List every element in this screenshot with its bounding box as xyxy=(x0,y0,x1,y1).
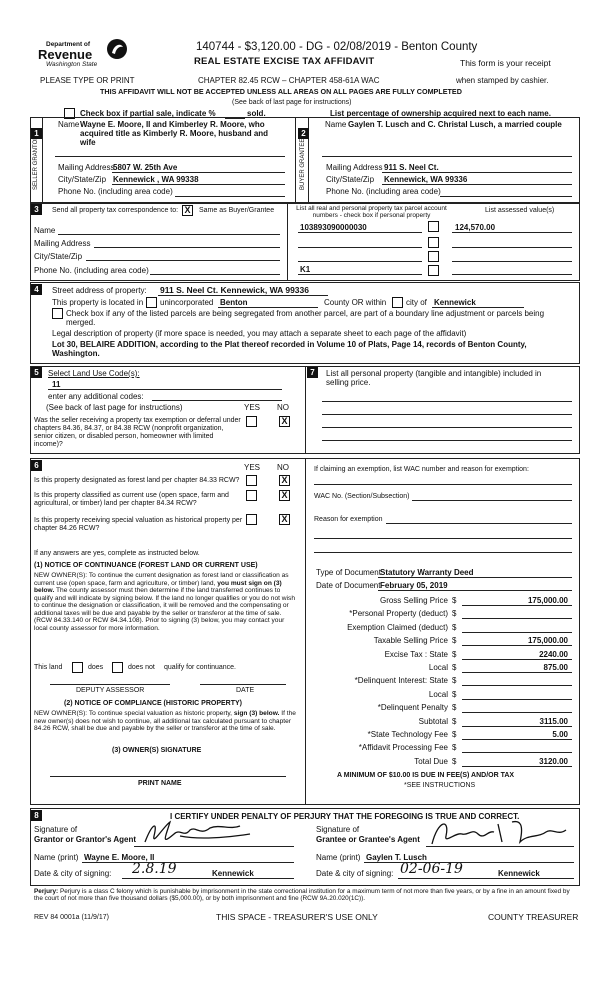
city-of-label: city of xyxy=(406,298,427,307)
grantee-signature[interactable] xyxy=(428,814,578,850)
parcel-number[interactable]: 103893090000030 xyxy=(300,223,367,232)
treasurer-space-label: THIS SPACE - TREASURER'S USE ONLY xyxy=(216,912,378,922)
tax-row-label: *State Technology Fee xyxy=(367,730,448,739)
land-use-label: Select Land Use Code(s): xyxy=(48,369,140,378)
tax-row-value[interactable]: 3115.00 xyxy=(539,716,568,726)
tax-row-label: Subtotal xyxy=(418,716,448,726)
grantor-sig-label2: Grantor or Grantor's Agent xyxy=(34,835,137,844)
section-5-number: 5 xyxy=(31,367,42,378)
perjury-text: Perjury is a class C felony which is punishable by imprisonment in the state correctional institution for a maximum term of not more than five years, or by a fine in an amount fixed by the court of not more than five thousand dollars ($5,000.00), or by both imprisonment and fine (RCW 9A.20.020(1C)). xyxy=(34,888,570,903)
compliance-text xyxy=(34,710,296,733)
tax-row-line xyxy=(462,685,572,686)
doc-type-label: Type of Document xyxy=(316,568,381,577)
historic-yes-checkbox[interactable] xyxy=(246,514,257,525)
seller-phone-label: Phone No. (including area code) xyxy=(58,187,173,196)
tax-row-dollar: $ xyxy=(452,756,457,766)
within-city-checkbox[interactable] xyxy=(392,297,403,308)
street-label: Street address of property: xyxy=(52,286,147,295)
same-as-buyer-checkbox[interactable]: X xyxy=(182,205,193,216)
grantor-name-label: Name (print) xyxy=(34,853,79,862)
grantee-sign-date[interactable]: 02-06-19 xyxy=(400,861,463,877)
does-label: does xyxy=(88,664,104,671)
tax-row-line xyxy=(462,659,572,660)
form-title: REAL ESTATE EXCISE TAX AFFIDAVIT xyxy=(194,56,375,67)
tax-row-dollar: $ xyxy=(452,703,457,713)
tax-row-label: *Affidavit Processing Fee xyxy=(358,743,448,753)
tax-row-dollar: $ xyxy=(452,689,457,699)
doc-date[interactable]: February 05, 2019 xyxy=(380,581,448,590)
tax-row-dollar: $ xyxy=(452,596,457,605)
perjury-notice xyxy=(34,888,578,903)
does-not-label: does not xyxy=(128,664,155,671)
legal-description[interactable]: Lot 30, BELAIRE ADDITION, according to the Plat thereof recorded in Volume 10 of Plats, Page 14, records of Benton County, Washington. xyxy=(52,340,527,359)
grantor-sign-city[interactable]: Kennewick xyxy=(212,869,254,878)
send-correspondence-label: Send all property tax correspondence to: xyxy=(52,207,179,214)
same-as-buyer-label: Same as Buyer/Grantee xyxy=(199,207,275,214)
tax-row-value[interactable]: 175,000.00 xyxy=(527,596,568,605)
tax-row-line xyxy=(462,712,572,713)
property-street[interactable]: 911 S. Neel Ct. Kennewick, WA 99336 xyxy=(160,285,309,295)
tax-row-label: Exemption Claimed (deduct) xyxy=(347,622,448,632)
seller-name-label: Name xyxy=(58,120,80,129)
reason-label: Reason for exemption xyxy=(314,516,383,523)
buyer-phone-label: Phone No. (including area code) xyxy=(326,187,441,196)
buyer-name[interactable]: Gaylen T. Lusch and C. Christal Lusch, a married couple xyxy=(348,120,562,129)
tax-row-value[interactable]: 5.00 xyxy=(552,730,568,739)
tax-row-value[interactable]: 2240.00 xyxy=(539,649,568,659)
continuance-text2: The county assessor must then determine if the land transferred continues to qualify and will indicate by signing below. If the land no longer qualifies or you do not wish to continue the designation or classification, it will be removed and the compensating or additional taxes will be due and payable by the seller or transferor at the time of sale. (RCW 84.33.140 or RCW 84.34.108). Prior to signing (3) below, you may contact your local county assessor for more information. xyxy=(34,587,295,633)
tax-row-line xyxy=(462,632,572,633)
seller-mailing[interactable]: 5807 W. 25th Ave xyxy=(113,163,178,172)
s3-name-label: Name xyxy=(34,226,56,235)
tax-row-line xyxy=(462,699,572,700)
section-1-number: 1 xyxy=(31,128,42,139)
segregated-checkbox[interactable] xyxy=(52,308,63,319)
current-use-no-checkbox[interactable]: X xyxy=(279,490,290,501)
section-6-number: 6 xyxy=(31,460,42,471)
continuance-title: (1) NOTICE OF CONTINUANCE (FOREST LAND OR CURRENT USE) xyxy=(34,562,258,569)
section-8-number: 8 xyxy=(31,810,42,821)
cashier-note: when stamped by cashier. xyxy=(456,76,549,85)
additional-codes-label: enter any additional codes: xyxy=(48,392,144,401)
grantor-printed-name[interactable]: Wayne E. Moore, II xyxy=(84,853,155,862)
wac-label: WAC No. (Section/Subsection) xyxy=(314,493,410,500)
qualify-label: qualify for continuance. xyxy=(164,664,236,671)
parcel-personal-checkbox-3[interactable] xyxy=(428,251,439,262)
see-back-note: (See back of last page for instructions) xyxy=(232,99,352,106)
s3-phone-label: Phone No. (including area code) xyxy=(34,266,149,275)
s6-no-header: NO xyxy=(277,463,289,472)
parcel-personal-checkbox-4[interactable] xyxy=(428,265,439,276)
s5-yes-checkbox[interactable] xyxy=(246,416,257,427)
tax-row-label: Local xyxy=(428,663,448,672)
grantee-sig-label2: Grantee or Grantee's Agent xyxy=(316,835,420,844)
section-2-number: 2 xyxy=(298,128,309,139)
current-use-question: Is this property classified as current use (open space, farm and agricultural, or timber) land per chapter 84.34 RCW? xyxy=(34,492,229,508)
warning-banner: THIS AFFIDAVIT WILL NOT BE ACCEPTED UNLESS ALL AREAS ON ALL PAGES ARE FULLY COMPLETED xyxy=(100,87,462,96)
does-not-checkbox[interactable] xyxy=(112,662,123,673)
tax-row-label: *Delinquent Interest: State xyxy=(354,676,448,686)
minimum-fee-note: A MINIMUM OF $10.00 IS DUE IN FEE(S) AND/OR TAX xyxy=(337,772,515,779)
continuance-text xyxy=(34,572,296,633)
historic-no-checkbox[interactable]: X xyxy=(279,514,290,525)
sold-label: sold. xyxy=(247,109,266,118)
continuance-text1: NEW OWNER(S): To continue the current designation as forest land or classification as current use (open space, farm and agriculture, or timber) land, xyxy=(34,572,289,587)
tax-row-value[interactable]: 875.00 xyxy=(543,663,568,672)
s3-mailing-label: Mailing Address xyxy=(34,239,91,248)
certify-statement: I CERTIFY UNDER PENALTY OF PERJURY THAT THE FOREGOING IS TRUE AND CORRECT. xyxy=(170,812,520,821)
buyer-mailing-label: Mailing Address xyxy=(326,163,383,172)
doc-date-label: Date of Document xyxy=(316,581,381,590)
compliance-title: (2) NOTICE OF COMPLIANCE (HISTORIC PROPERTY) xyxy=(64,700,242,707)
dept-line1: Department of xyxy=(46,41,91,48)
tax-row-label: Gross Selling Price xyxy=(379,596,448,605)
continuance-bold: you must sign on (3) below. xyxy=(34,579,282,595)
current-use-yes-checkbox[interactable] xyxy=(246,490,257,501)
tax-row-line xyxy=(462,605,572,606)
county-name[interactable]: Benton xyxy=(220,298,248,307)
tax-row-value[interactable]: 175,000.00 xyxy=(527,636,568,646)
tax-row-label: Total Due xyxy=(414,756,448,766)
compliance-text1: NEW OWNER(S): To continue special valuation as historic property, xyxy=(34,710,233,717)
compliance-bold: sign (3) below. xyxy=(233,710,280,717)
tax-row-line xyxy=(462,726,572,727)
section-4-number: 4 xyxy=(31,284,42,295)
perjury-label: Perjury: xyxy=(34,888,59,895)
exemption-question: Was the seller receiving a property tax exemption or deferral under chapters 84.36, 84.37, or 84.38 RCW (nonprofit organization, senior citizen, or disabled person, homeowner with limited income)? xyxy=(34,417,241,449)
chapter-ref: CHAPTER 82.45 RCW – CHAPTER 458-61A WAC xyxy=(198,76,380,85)
located-in-label: This property is located in xyxy=(52,298,144,307)
seller-side-label: SELLER GRANTOR xyxy=(33,135,39,190)
form-number: REV 84 0001a (11/9/17) xyxy=(34,914,109,921)
s3-city-label: City/State/Zip xyxy=(34,252,83,261)
owner-signature-label: (3) OWNER(S) SIGNATURE xyxy=(112,747,202,754)
parcel-personal-checkbox-2[interactable] xyxy=(428,237,439,248)
buyer-mailing[interactable]: 911 S. Neel Ct. xyxy=(384,163,439,172)
doc-type[interactable]: Statutory Warranty Deed xyxy=(380,568,474,577)
tax-row-dollar: $ xyxy=(452,649,457,659)
parcel-header: List all real and personal property tax parcel account numbers - check box if personal property xyxy=(296,205,447,220)
buyer-city-label: City/State/Zip xyxy=(326,175,375,184)
assessor-date-label: DATE xyxy=(236,687,255,694)
seller-city-label: City/State/Zip xyxy=(58,175,107,184)
forest-no-checkbox[interactable]: X xyxy=(279,475,290,486)
partial-sale-label: Check box if partial sale, indicate % xyxy=(80,109,216,118)
grantor-sig-label1: Signature of xyxy=(34,825,78,834)
deputy-assessor-label: DEPUTY ASSESSOR xyxy=(76,687,145,694)
assessed-header: List assessed value(s) xyxy=(485,207,555,214)
grantee-date-city-label: Date & city of signing: xyxy=(316,869,394,878)
legal-description-label: Legal description of property (if more space is needed, you may attach a separate sheet to each page of the affidavit) xyxy=(52,329,467,338)
tax-row-line xyxy=(462,672,572,673)
tax-row-dollar: $ xyxy=(452,663,457,672)
buyer-side-label: BUYER GRANTEE xyxy=(300,138,306,190)
section-7-number: 7 xyxy=(307,367,318,378)
receipt-note: This form is your receipt xyxy=(460,58,551,68)
tax-row-dollar: $ xyxy=(452,716,457,726)
s5-no-header: NO xyxy=(277,403,289,412)
city-name[interactable]: Kennewick xyxy=(434,298,476,307)
seller-city[interactable]: Kennewick , WA 99338 xyxy=(113,175,199,184)
tax-row-label: *Delinquent Penalty xyxy=(377,703,448,713)
buyer-city[interactable]: Kennewick, WA 99336 xyxy=(384,175,468,184)
s5-yes-header: YES xyxy=(244,403,261,412)
tax-row-dollar: $ xyxy=(452,622,457,632)
historic-question: Is this property receiving special valuation as historical property per chapter 84.26 RCW? xyxy=(34,517,243,533)
tax-row-label: Excise Tax : State xyxy=(384,649,448,659)
tax-row-line xyxy=(462,645,572,646)
tax-row-dollar: $ xyxy=(452,730,457,739)
compliance-text2: If the new owner(s) does not wish to continue, all additional tax calculated pursuant to chapter 84.26 RCW, shall be due and payable by the seller or transferor at the time of sale. xyxy=(34,710,296,733)
forest-yes-checkbox[interactable] xyxy=(246,475,257,486)
forest-land-question: Is this property designated as forest land per chapter 84.33 RCW? xyxy=(34,477,240,484)
tax-row-line xyxy=(462,752,572,753)
dor-logo xyxy=(36,38,136,72)
tax-row-dollar: $ xyxy=(452,609,457,619)
ownership-pct-label: List percentage of ownership acquired next to each name. xyxy=(330,109,551,118)
tax-row-dollar: $ xyxy=(452,676,457,686)
print-name-label: PRINT NAME xyxy=(138,780,182,787)
parcel-code[interactable]: K1 xyxy=(300,265,311,274)
tax-row-line xyxy=(462,766,572,767)
tax-row-dollar: $ xyxy=(452,636,457,646)
s5-see-back: (See back of last page for instructions) xyxy=(46,403,183,412)
grantee-sig-label1: Signature of xyxy=(316,825,360,834)
land-use-code[interactable]: 11 xyxy=(52,380,61,389)
grantee-printed-name[interactable]: Gaylen T. Lusch xyxy=(366,853,427,862)
tax-row-dollar: $ xyxy=(452,743,457,753)
county-or-within-label: County OR within xyxy=(324,298,387,307)
county-treasurer-label: COUNTY TREASURER xyxy=(488,912,579,922)
see-instructions-note: *SEE INSTRUCTIONS xyxy=(404,782,476,789)
grantor-sign-date[interactable]: 2.8.19 xyxy=(132,861,177,877)
dept-line2: Revenue xyxy=(38,47,93,62)
personal-property-label: List all personal property (tangible and intangible) included in selling price. xyxy=(326,369,542,388)
buyer-name-label: Name xyxy=(325,120,347,129)
this-land-label: This land xyxy=(34,664,63,671)
tax-row-value[interactable]: 3120.00 xyxy=(539,756,568,766)
unincorporated-label: unincorporated xyxy=(160,298,214,307)
grantee-name-label: Name (print) xyxy=(316,853,361,862)
tax-row-line xyxy=(462,739,572,740)
unincorporated-checkbox[interactable] xyxy=(146,297,157,308)
exemption-claim-label: If claiming an exemption, list WAC number and reason for exemption: xyxy=(314,466,529,473)
seller-mailing-label: Mailing Address xyxy=(58,163,115,172)
print-note: PLEASE TYPE OR PRINT xyxy=(40,76,135,85)
parcel-personal-checkbox-1[interactable] xyxy=(428,221,439,232)
tax-row-label: *Personal Property (deduct) xyxy=(349,609,448,619)
s6-yes-header: YES xyxy=(244,463,261,472)
dor-seal-icon xyxy=(106,38,128,60)
assessed-value[interactable]: 124,570.00 xyxy=(455,223,496,232)
grantor-signature[interactable] xyxy=(140,816,270,850)
tax-row-line xyxy=(462,618,572,619)
any-yes-note: If any answers are yes, complete as instructed below. xyxy=(34,550,200,557)
seller-name[interactable]: Wayne E. Moore, II and Kimberley R. Moore, who acquired title as Kimberly R. Moore, husband and wife xyxy=(80,120,269,148)
tax-row-label: Taxable Selling Price xyxy=(373,636,448,646)
segregated-label: Check box if any of the listed parcels are being segregated from another parcel, are part of a boundary line adjustment or parcels being merged. xyxy=(66,309,545,328)
section-3-number: 3 xyxy=(31,204,42,215)
tax-row-label: Local xyxy=(428,689,448,699)
s5-no-checkbox[interactable]: X xyxy=(279,416,290,427)
dept-line3: Washington State xyxy=(46,61,98,68)
recording-stamp: 140744 - $3,120.00 - DG - 02/08/2019 - Benton County xyxy=(196,41,478,53)
grantor-date-city-label: Date & city of signing: xyxy=(34,869,112,878)
does-checkbox[interactable] xyxy=(72,662,83,673)
grantee-sign-city[interactable]: Kennewick xyxy=(498,869,540,878)
